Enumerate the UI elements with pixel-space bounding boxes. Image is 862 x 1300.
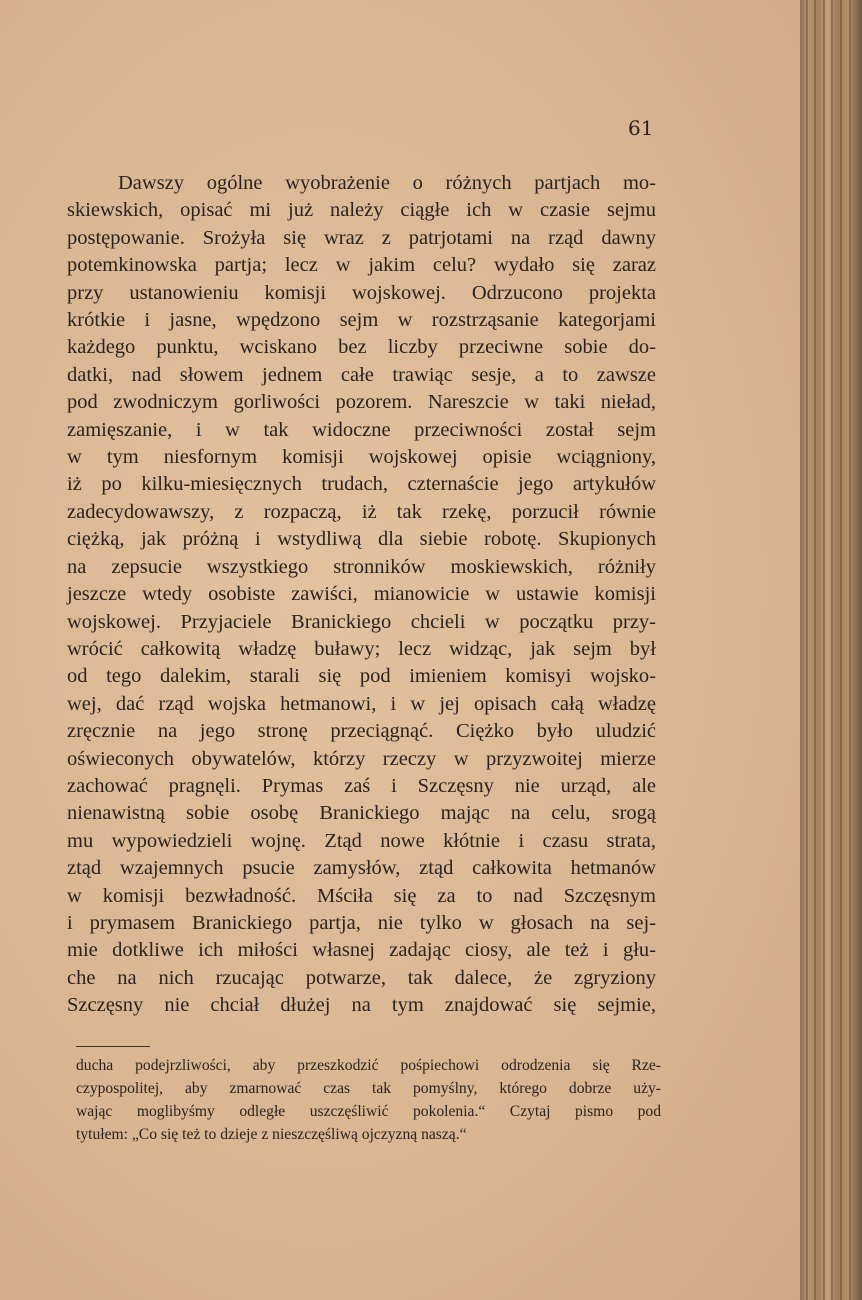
body-line: zadecydowawszy, z rozpaczą, iż tak rzekę, porzucił równie	[67, 500, 656, 523]
body-line: na zepsucie wszystkiego stronników moskiewskich, różniły	[67, 555, 656, 578]
body-line: krótkie i jasne, wpędzono sejm w rozstrząsanie kategorjami	[67, 309, 656, 332]
body-line: wej, dać rząd wojska hetmanowi, i w jej opisach całą władzę	[67, 692, 656, 715]
body-line: potemkinowska partja; lecz w jakim celu? wydało się zaraz	[67, 254, 656, 277]
body-line: postępowanie. Srożyła się wraz z patrjotami na rząd dawny	[67, 226, 656, 249]
body-line: w tym niesfornym komisji wojskowej opisie wciągniony,	[67, 446, 656, 469]
footnote-divider	[76, 1046, 150, 1047]
book-page-edge	[800, 0, 862, 1300]
body-line: pod zwodniczym gorliwości pozorem. Nareszcie w taki nieład,	[67, 391, 656, 414]
body-line: od tego dalekim, starali się pod imieniem komisyi wojsko-	[67, 665, 656, 688]
body-line: che na nich rzucając potwarze, tak dalece, że zgryziony	[67, 966, 656, 989]
body-line: ztąd wzajemnych psucie zamysłów, ztąd całkowita hetmanów	[67, 857, 656, 880]
body-line: Dawszy ogólne wyobrażenie o różnych partjach mo-	[118, 172, 656, 194]
footnote	[76, 1054, 661, 1146]
body-line: zachować pragnęli. Prymas zaś i Szczęsny nie urząd, ale	[67, 774, 656, 797]
body-line: datki, nad słowem jednem całe trawiąc sesje, a to zawsze	[67, 363, 656, 386]
body-line: wojskowej. Przyjaciele Branickiego chcieli w początku przy-	[67, 610, 656, 633]
body-line: mie dotkliwe ich miłości własnej zadając ciosy, ale też i głu-	[67, 939, 656, 962]
footnote-line: tytułem: „Co się też to dzieje z nieszczęśliwą ojczyzną naszą.“	[76, 1126, 467, 1143]
body-line: zręcznie na jego stronę przeciągnąć. Ciężko było uludzić	[67, 720, 656, 743]
body-line: skiewskich, opisać mi już należy ciągłe ich w czasie sejmu	[67, 199, 656, 222]
body-line: mu wypowiedzieli wojnę. Ztąd nowe kłótnie i czasu strata,	[67, 829, 656, 852]
body-line: w komisji bezwładność. Mściła się za to nad Szczęsnym	[67, 884, 656, 907]
body-line: nienawistną sobie osobę Branickiego mając na celu, srogą	[67, 802, 656, 825]
body-text	[67, 170, 656, 1020]
body-line: jeszcze wtedy osobiste zawiści, mianowicie w ustawie komisji	[67, 583, 656, 606]
body-line: oświeconych obywatelów, którzy rzeczy w przyzwoitej mierze	[67, 747, 656, 770]
body-line: Szczęsny nie chciał dłużej na tym znajdować się sejmie,	[67, 994, 656, 1017]
body-line: iż po kilku-miesięcznych trudach, czternaście jego artykułów	[67, 473, 656, 496]
body-line: ciężką, jak próżną i wstydliwą dla siebie robotę. Skupionych	[67, 528, 656, 551]
body-line: i prymasem Branickiego partja, nie tylko w głosach na sej-	[67, 911, 656, 934]
page-number: 61	[628, 116, 654, 140]
body-line: zamięszanie, i w tak widoczne przeciwności został sejm	[67, 418, 656, 441]
footnote-line: czypospolitej, aby zmarnować czas tak pomyślny, którego dobrze uży-	[76, 1080, 661, 1097]
footnote-line: wając moglibyśmy odległe uszczęśliwić pokolenia.“ Czytaj pismo pod	[76, 1103, 661, 1120]
body-line: wrócić całkowitą władzę buławy; lecz widząc, jak sejm był	[67, 637, 656, 660]
footnote-line: ducha podejrzliwości, aby przeszkodzić pośpiechowi odrodzenia się Rze-	[76, 1057, 661, 1074]
body-line: każdego punktu, wciskano bez liczby przeciwne sobie do-	[67, 336, 656, 359]
body-line: przy ustanowieniu komisji wojskowej. Odrzucono projekta	[67, 281, 656, 304]
